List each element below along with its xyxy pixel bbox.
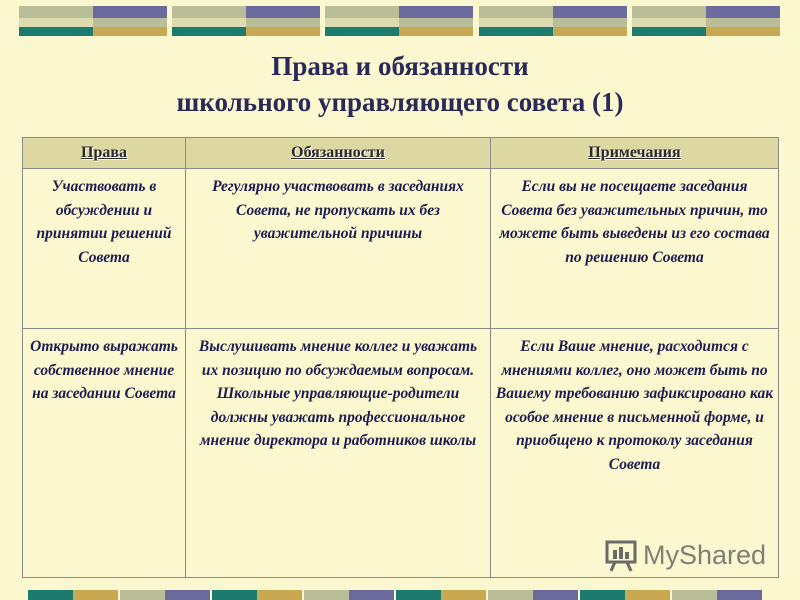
strip-block xyxy=(580,590,670,600)
table-cell-duties: Выслушивать мнение коллег и уважать их позицию по обсуждаемым вопросам. Школьные управляющие-родители должны уважать профессиональное мнение директора и работников школы xyxy=(186,329,491,578)
strip-block xyxy=(212,590,302,600)
strip-block xyxy=(488,590,578,600)
bottom-decorative-strip xyxy=(0,590,800,600)
strip-block xyxy=(120,590,210,600)
strip-block xyxy=(19,6,167,36)
header-notes: Примечания xyxy=(491,138,779,169)
strip-block xyxy=(672,590,762,600)
top-decorative-strip xyxy=(0,6,800,36)
rights-duties-table xyxy=(22,137,779,578)
strip-block xyxy=(396,590,486,600)
header-rights: Права xyxy=(23,138,186,169)
table-row xyxy=(23,169,779,329)
table-cell-notes: Если Ваше мнение, расходится с мнениями коллег, оно может быть по Вашему требованию зафиксировано как особое мнение в письменной форме, и приобщено к протоколу заседания Совета xyxy=(491,329,779,578)
table-header-row xyxy=(23,138,779,169)
watermark xyxy=(605,537,775,573)
slide-title xyxy=(0,48,800,120)
table-cell-notes: Если вы не посещаете заседания Совета без уважительных причин, то можете быть выведены из его состава по решению Совета xyxy=(491,169,779,329)
strip-block xyxy=(304,590,394,600)
table-cell-duties: Регулярно участвовать в заседаниях Совета, не пропускать их без уважительной причины xyxy=(186,169,491,329)
presentation-board-icon xyxy=(605,538,637,572)
watermark-text: MyShared xyxy=(643,539,767,570)
header-duties: Обязанности xyxy=(186,138,491,169)
table-cell-rights: Открыто выражать собственное мнение на заседании Совета xyxy=(23,329,186,578)
slide-title-line-2: школьного управляющего совета (1) xyxy=(176,87,624,117)
strip-block xyxy=(632,6,780,36)
strip-block xyxy=(172,6,320,36)
strip-block xyxy=(325,6,473,36)
slide-title-line-1: Права и обязанности xyxy=(271,51,529,81)
strip-block xyxy=(28,590,118,600)
strip-block xyxy=(479,6,627,36)
table-cell-rights: Участвовать в обсуждении и принятии решений Совета xyxy=(23,169,186,329)
